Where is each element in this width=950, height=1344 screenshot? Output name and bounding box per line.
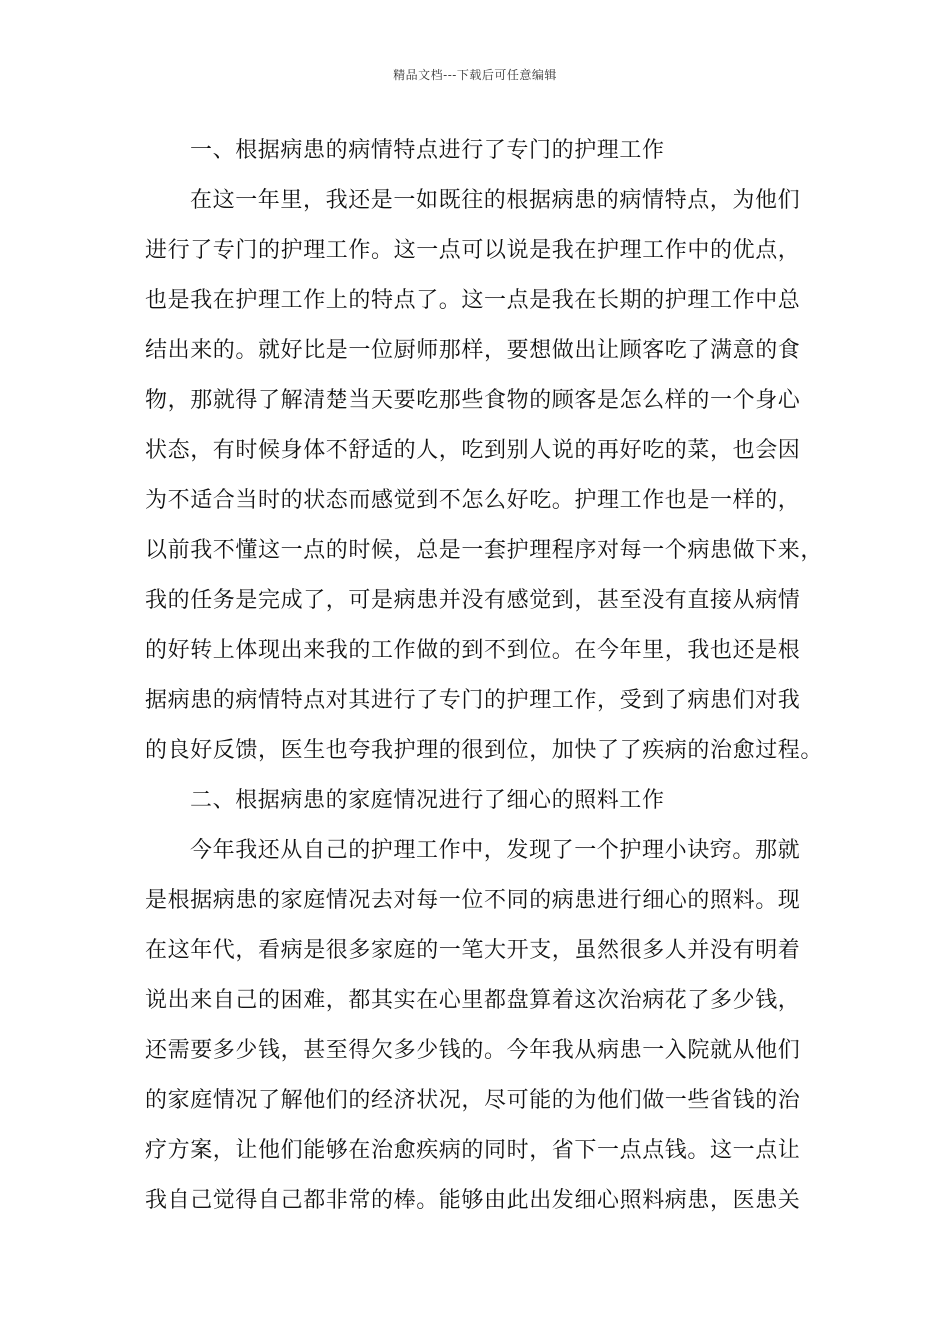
- paragraph-line: 的良好反馈，医生也夸我护理的很到位，加快了了疾病的治愈过程。: [145, 738, 824, 763]
- paragraph-line: 状态，有时候身体不舒适的人，吃到别人说的再好吃的菜，也会因: [145, 438, 801, 463]
- paragraph-line: 今年我还从自己的护理工作中，发现了一个护理小诀窍。那就: [190, 838, 801, 863]
- page-header: 精品文档---下载后可任意编辑: [393, 68, 557, 82]
- paragraph-line: 物，那就得了解清楚当天要吃那些食物的顾客是怎么样的一个身心: [145, 388, 801, 413]
- paragraph-line: 我的任务是完成了，可是病患并没有感觉到，甚至没有直接从病情: [145, 588, 801, 613]
- paragraph-line: 的家庭情况了解他们的经济状况，尽可能的为他们做一些省钱的治: [145, 1088, 801, 1113]
- paragraph-line: 进行了专门的护理工作。这一点可以说是我在护理工作中的优点，: [145, 238, 801, 263]
- paragraph-line: 的好转上体现出来我的工作做的到不到位。在今年里，我也还是根: [145, 638, 801, 663]
- paragraph-line: 以前我不懂这一点的时候，总是一套护理程序对每一个病患做下来，: [145, 538, 824, 563]
- paragraph-line: 还需要多少钱，甚至得欠多少钱的。今年我从病患一入院就从他们: [145, 1038, 801, 1063]
- paragraph-line: 疗方案，让他们能够在治愈疾病的同时，省下一点点钱。这一点让: [145, 1138, 801, 1163]
- paragraph-line: 是根据病患的家庭情况去对每一位不同的病患进行细心的照料。现: [145, 888, 801, 913]
- paragraph-line: 在这年代，看病是很多家庭的一笔大开支，虽然很多人并没有明着: [145, 938, 801, 963]
- paragraph-line: 据病患的病情特点对其进行了专门的护理工作，受到了病患们对我: [145, 688, 801, 713]
- paragraph-line: 我自己觉得自己都非常的棒。能够由此出发细心照料病患，医患关: [145, 1188, 801, 1213]
- paragraph-line: 为不适合当时的状态而感觉到不怎么好吃。护理工作也是一样的，: [145, 488, 801, 513]
- paragraph-line: 也是我在护理工作上的特点了。这一点是我在长期的护理工作中总: [145, 288, 801, 313]
- paragraph-line: 结出来的。就好比是一位厨师那样，要想做出让顾客吃了满意的食: [145, 338, 801, 363]
- paragraph-line: 在这一年里，我还是一如既往的根据病患的病情特点，为他们: [190, 188, 801, 213]
- section-heading-2: 二、根据病患的家庭情况进行了细心的照料工作: [190, 788, 665, 813]
- paragraph-line: 说出来自己的困难，都其实在心里都盘算着这次治病花了多少钱，: [145, 988, 801, 1013]
- section-heading-1: 一、根据病患的病情特点进行了专门的护理工作: [190, 138, 665, 163]
